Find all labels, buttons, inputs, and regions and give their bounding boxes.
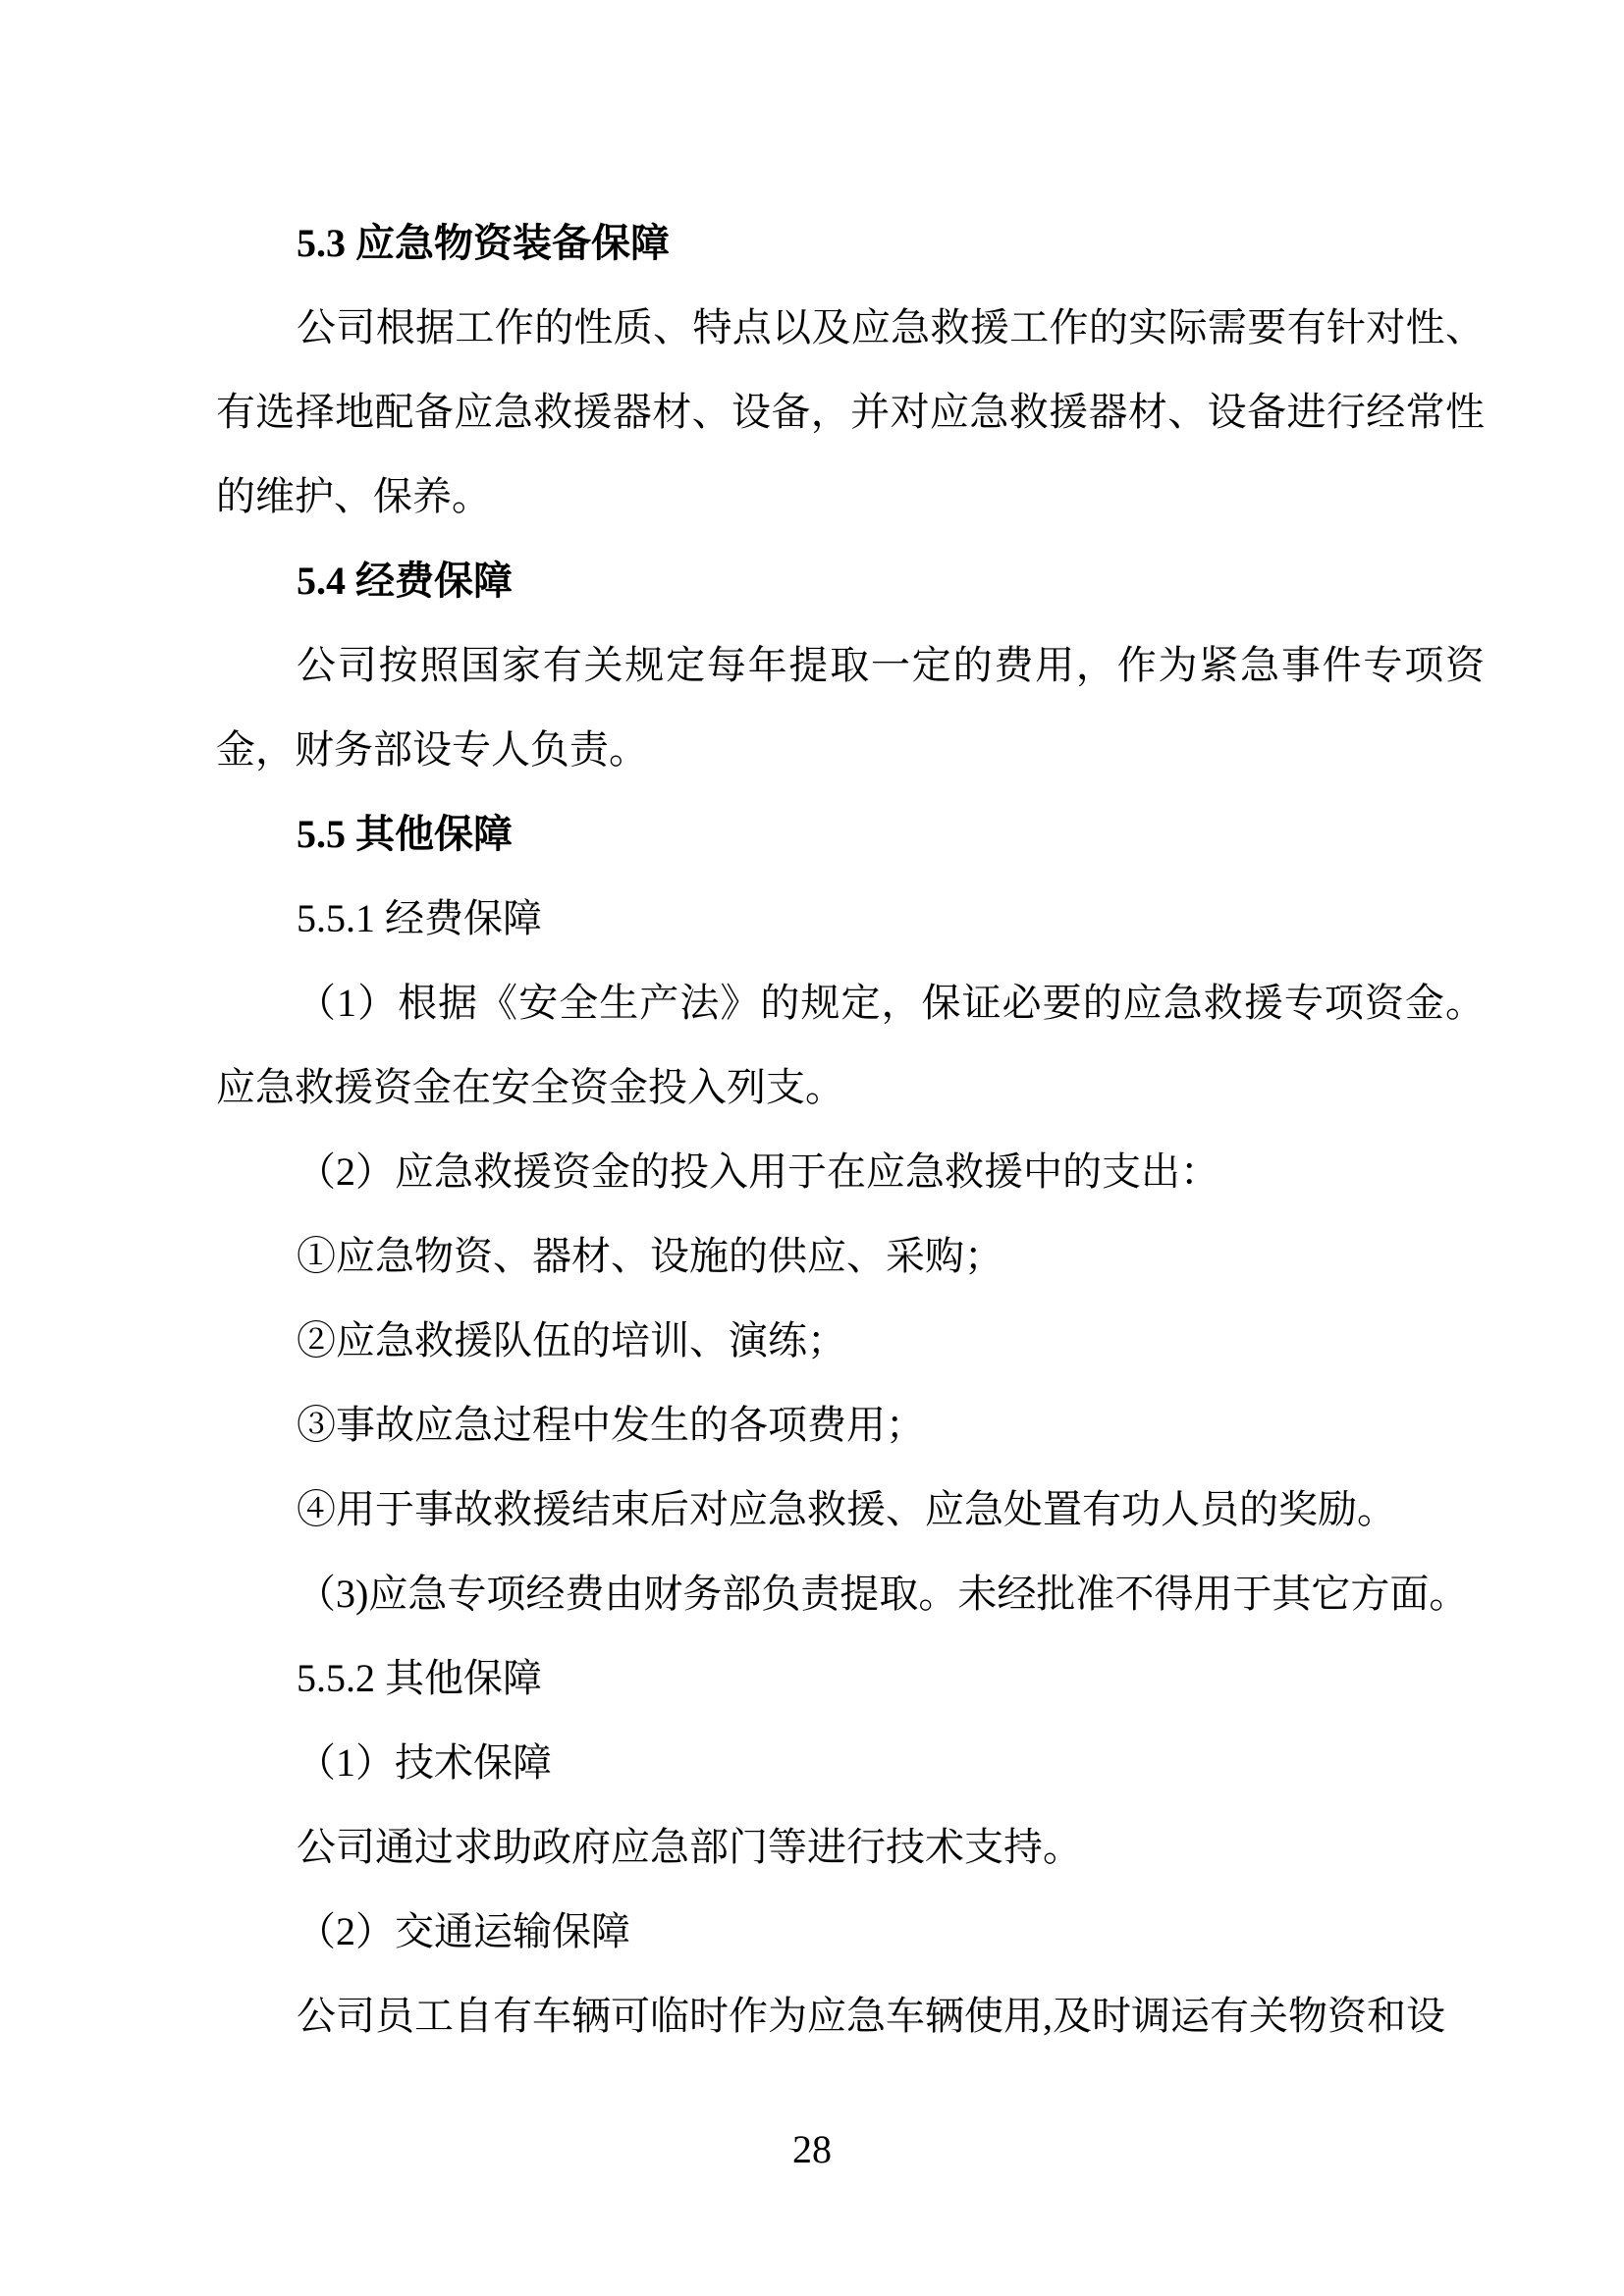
paragraph-tech-support-body: 公司通过求助政府应急部门等进行技术支持。: [297, 1825, 1082, 1869]
paragraph-item-1-funds-law: （1）根据《安全生产法》的规定，保证必要的应急救援专项资金。应急救援资金在安全资金投入列支。: [216, 981, 1485, 1109]
subheading-5-5-2: 5.5.2 其他保障: [297, 1656, 542, 1700]
section-heading-5-5: 5.5 其他保障: [297, 812, 513, 856]
paragraph-item-3-finance-dept: （3)应急专项经费由财务部负责提取。未经批准不得用于其它方面。: [297, 1572, 1469, 1616]
document-body: [216, 201, 1485, 2058]
list-item-3-costs: ③事故应急过程中发生的各项费用；: [297, 1403, 925, 1447]
list-item-2-training: ②应急救援队伍的培训、演练；: [297, 1318, 846, 1362]
paragraph-transport-body: 公司员工自有车辆可临时作为应急车辆使用,及时调运有关物资和设: [297, 1994, 1445, 2038]
paragraph-equipment-provision: 公司根据工作的性质、特点以及应急救援工作的实际需要有针对性、有选择地配备应急救援器材、设备，并对应急救援器材、设备进行经常性的维护、保养。: [216, 305, 1485, 518]
page-number: 28: [792, 2127, 832, 2171]
subheading-5-5-1: 5.5.1 经费保障: [297, 896, 542, 940]
list-item-1-supplies: ①应急物资、器材、设施的供应、采购；: [297, 1234, 1003, 1278]
section-heading-5-3: 5.3 应急物资装备保障: [297, 221, 670, 265]
paragraph-item-1-tech-support-title: （1）技术保障: [297, 1740, 552, 1785]
paragraph-item-2-funds-usage: （2）应急救援资金的投入用于在应急救援中的支出：: [297, 1149, 1219, 1194]
list-item-4-rewards: ④用于事故救援结束后对应急救援、应急处置有功人员的奖励。: [297, 1487, 1396, 1531]
paragraph-item-2-transport-title: （2）交通运输保障: [297, 1909, 630, 1953]
paragraph-funds-provision: 公司按照国家有关规定每年提取一定的费用，作为紧急事件专项资金，财务部设专人负责。: [216, 643, 1485, 772]
section-heading-5-4: 5.4 经费保障: [297, 559, 513, 603]
